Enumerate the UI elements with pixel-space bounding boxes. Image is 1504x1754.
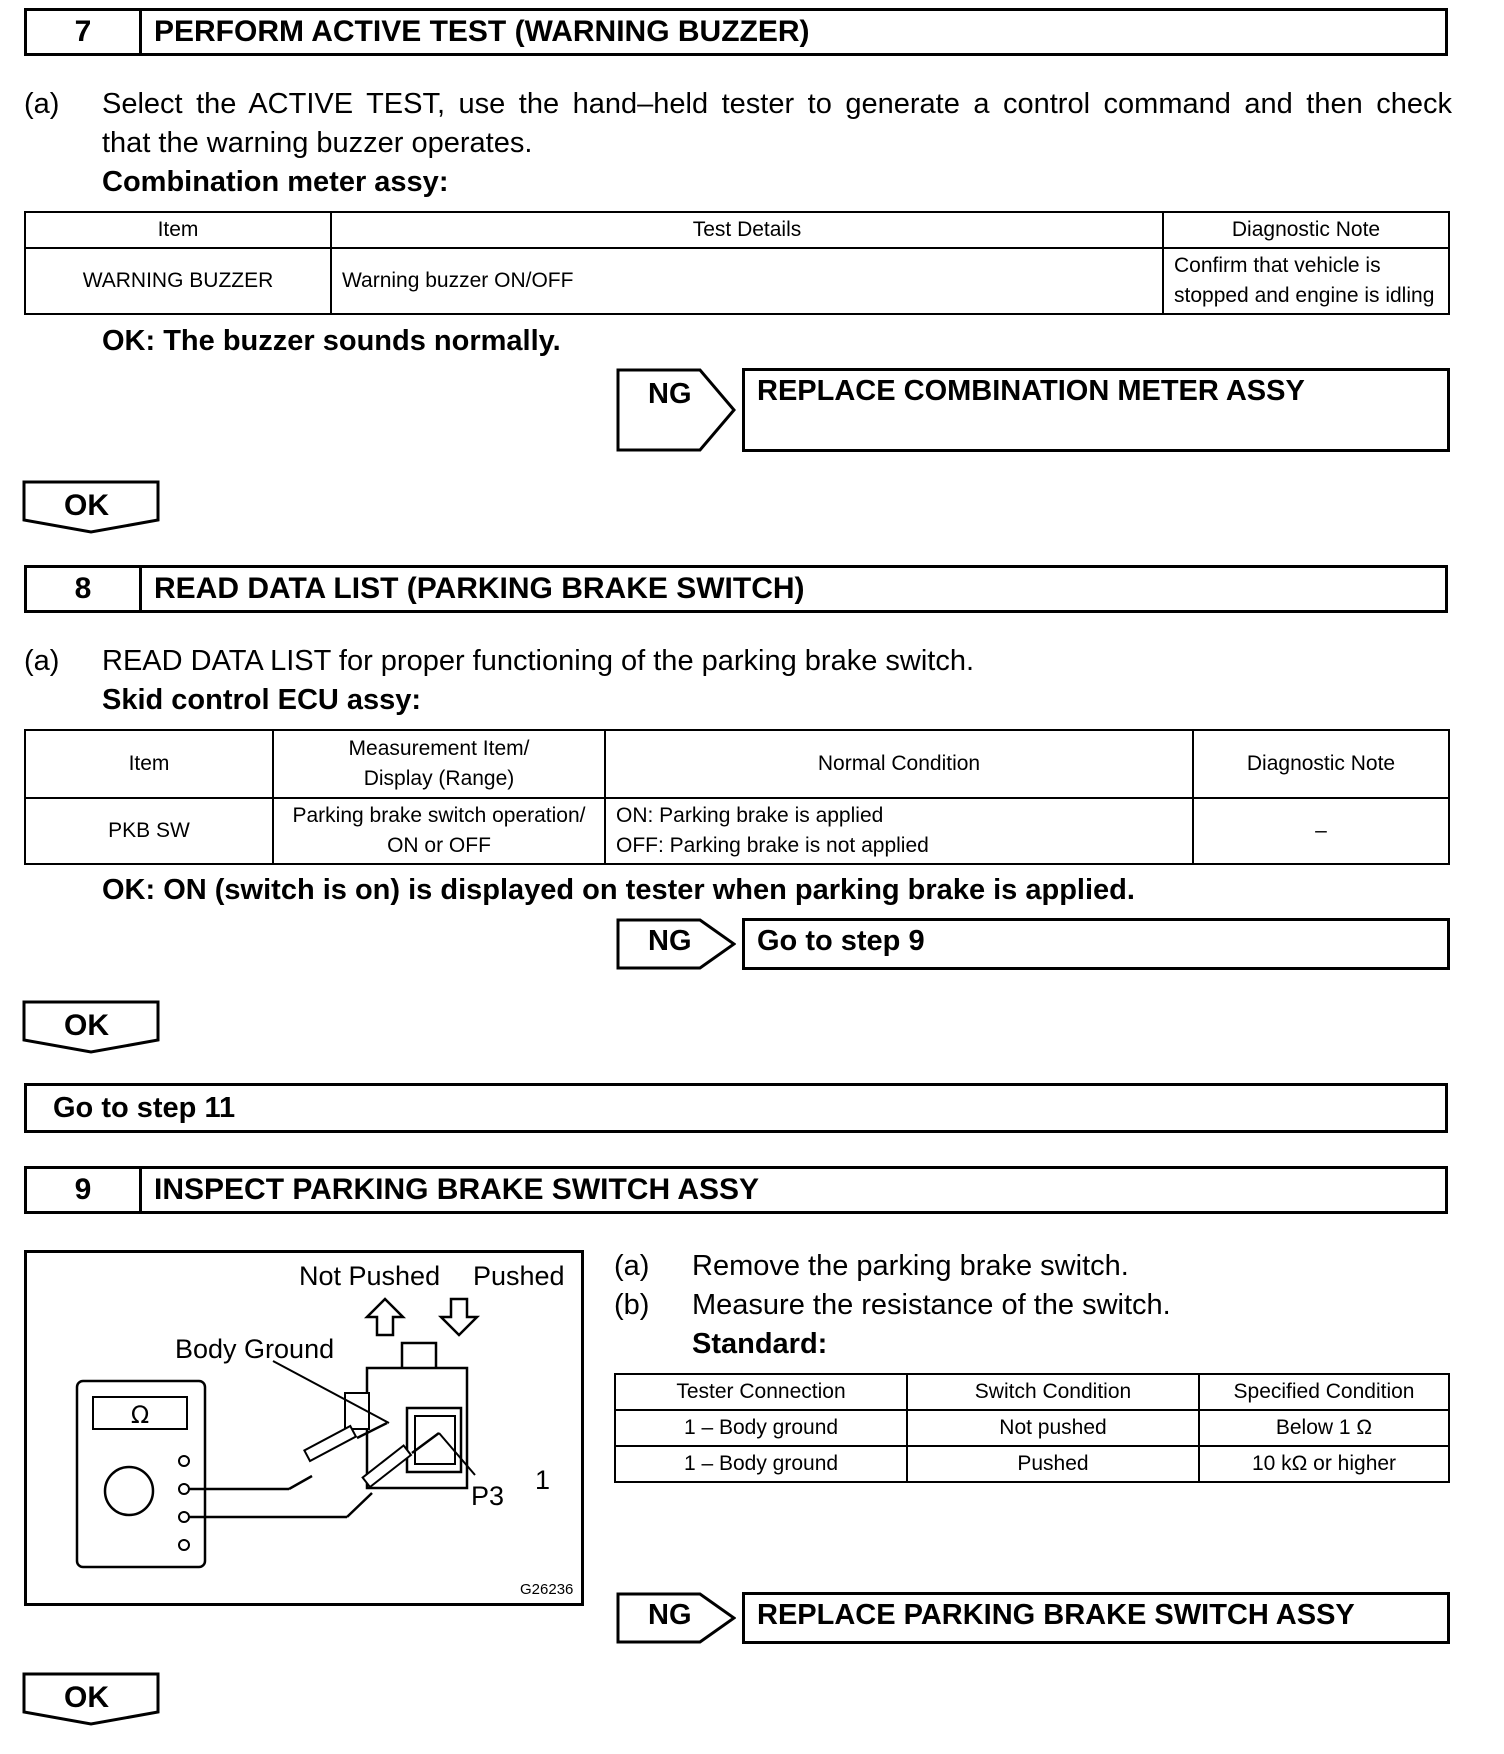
step-title: INSPECT PARKING BRAKE SWITCH ASSY bbox=[154, 1173, 760, 1206]
ok-label: OK bbox=[64, 489, 109, 522]
ok-condition: OK: The buzzer sounds normally. bbox=[102, 325, 561, 357]
instruction-line: Remove the parking brake switch. bbox=[692, 1250, 1129, 1282]
note-line: Confirm that vehicle is bbox=[1174, 254, 1381, 277]
column-header: Item bbox=[25, 730, 273, 798]
header-line: Display (Range) bbox=[363, 767, 515, 790]
item-label: (b) bbox=[614, 1289, 650, 1321]
step-number: 9 bbox=[27, 1169, 142, 1211]
table-cell bbox=[273, 798, 605, 864]
instruction-line: Select the ACTIVE TEST, use the hand–held tester to generate a control command and then check bbox=[102, 88, 1452, 120]
column-header bbox=[273, 730, 605, 798]
ng-label: NG bbox=[648, 1599, 692, 1631]
figure-code: G26236 bbox=[520, 1581, 574, 1598]
ok-condition: OK: ON (switch is on) is displayed on tester when parking brake is applied. bbox=[102, 874, 1135, 906]
body-ground-label: Body Ground bbox=[175, 1334, 335, 1364]
ng-action-box: Go to step 9 bbox=[742, 918, 1450, 970]
goto-box: Go to step 11 bbox=[24, 1083, 1448, 1133]
subheading: Combination meter assy: bbox=[102, 166, 449, 198]
table-cell: PKB SW bbox=[25, 798, 273, 864]
table-cell: 10 kΩ or higher bbox=[1199, 1446, 1449, 1482]
instruction-line: READ DATA LIST for proper functioning of the parking brake switch. bbox=[102, 645, 975, 677]
column-header: Switch Condition bbox=[907, 1374, 1199, 1410]
column-header: Item bbox=[25, 212, 331, 248]
column-header: Tester Connection bbox=[615, 1374, 907, 1410]
terminal-label: 1 bbox=[535, 1465, 551, 1495]
table-cell bbox=[605, 798, 1193, 864]
cell-line: Parking brake switch operation/ bbox=[292, 804, 586, 827]
not-pushed-label: Not Pushed bbox=[299, 1261, 441, 1291]
table-cell: – bbox=[1193, 798, 1449, 864]
column-header: Normal Condition bbox=[605, 730, 1193, 798]
step7-header bbox=[24, 8, 1448, 56]
table-cell: 1 – Body ground bbox=[615, 1446, 907, 1482]
step-number: 8 bbox=[27, 568, 142, 610]
table-cell: Warning buzzer ON/OFF bbox=[331, 248, 1163, 314]
step9-header bbox=[24, 1166, 1448, 1214]
ok-label: OK bbox=[64, 1009, 109, 1042]
ng-label: NG bbox=[648, 925, 692, 957]
table-cell: Not pushed bbox=[907, 1410, 1199, 1446]
wiring-diagram-icon bbox=[27, 1253, 581, 1603]
active-test-table bbox=[24, 211, 1450, 315]
standard-heading: Standard: bbox=[692, 1328, 828, 1360]
step8-header bbox=[24, 565, 1448, 613]
step-number: 7 bbox=[27, 11, 142, 53]
column-header: Diagnostic Note bbox=[1163, 212, 1449, 248]
cell-line: ON or OFF bbox=[387, 834, 491, 857]
note-line: stopped and engine is idling bbox=[1174, 284, 1435, 307]
data-list-table bbox=[24, 729, 1450, 865]
table-cell: Below 1 Ω bbox=[1199, 1410, 1449, 1446]
item-label: (a) bbox=[24, 645, 60, 677]
pushed-label: Pushed bbox=[473, 1261, 565, 1291]
table-cell bbox=[1163, 248, 1449, 314]
subheading: Skid control ECU assy: bbox=[102, 684, 422, 716]
cell-line: ON: Parking brake is applied bbox=[616, 804, 884, 827]
step-title: READ DATA LIST (PARKING BRAKE SWITCH) bbox=[154, 572, 805, 605]
instruction-line: that the warning buzzer operates. bbox=[102, 127, 533, 159]
instruction-line: Measure the resistance of the switch. bbox=[692, 1289, 1171, 1321]
column-header: Specified Condition bbox=[1199, 1374, 1449, 1410]
cell-line: OFF: Parking brake is not applied bbox=[616, 834, 929, 857]
column-header: Test Details bbox=[331, 212, 1163, 248]
table-cell: WARNING BUZZER bbox=[25, 248, 331, 314]
item-label: (a) bbox=[614, 1250, 650, 1282]
ng-action-box: REPLACE COMBINATION METER ASSY bbox=[742, 368, 1450, 452]
step-title: PERFORM ACTIVE TEST (WARNING BUZZER) bbox=[154, 15, 810, 48]
ok-label: OK bbox=[64, 1681, 109, 1714]
resistance-table bbox=[614, 1373, 1450, 1483]
switch-figure bbox=[24, 1250, 584, 1606]
table-cell: 1 – Body ground bbox=[615, 1410, 907, 1446]
column-header: Diagnostic Note bbox=[1193, 730, 1449, 798]
ng-action-box: REPLACE PARKING BRAKE SWITCH ASSY bbox=[742, 1592, 1450, 1644]
item-label: (a) bbox=[24, 88, 60, 120]
ng-label: NG bbox=[648, 378, 692, 410]
header-line: Measurement Item/ bbox=[348, 737, 530, 760]
table-cell: Pushed bbox=[907, 1446, 1199, 1482]
connector-label: P3 bbox=[471, 1481, 505, 1511]
svg-text:Ω: Ω bbox=[130, 1401, 150, 1429]
